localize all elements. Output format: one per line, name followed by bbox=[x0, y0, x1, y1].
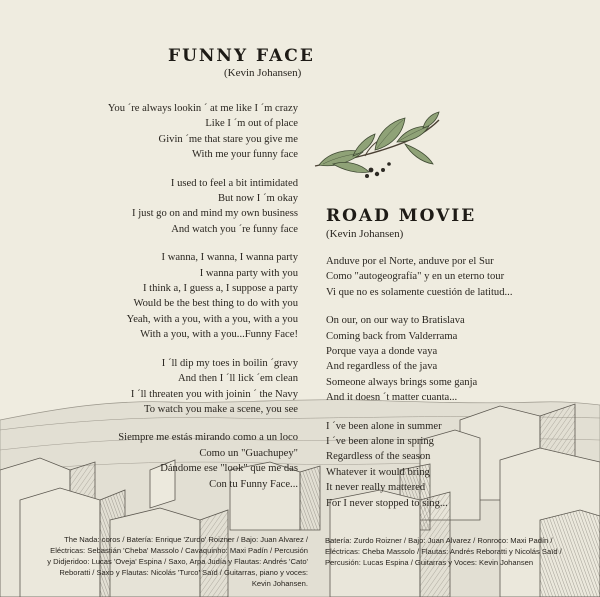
lyric-line: Would be the best thing to do with you bbox=[133, 298, 298, 310]
lyric-line: Como "autogeografía" y en un eterno tour bbox=[326, 271, 505, 283]
olive-branch-illustration bbox=[305, 108, 445, 188]
lyric-line: Siempre me estás mirando como a un loco bbox=[118, 432, 298, 444]
lyrics-funny-face bbox=[58, 101, 298, 492]
lyric-line: I ´ll dip my toes in boilin ´gravy bbox=[161, 357, 298, 369]
stanza bbox=[58, 356, 298, 418]
lyric-line: I ´ve been alone in spring bbox=[326, 436, 434, 448]
lyric-line: Coming back from Valderrama bbox=[326, 330, 458, 342]
lyric-line: I used to feel a bit intimidated bbox=[170, 177, 298, 189]
stanza bbox=[58, 101, 298, 163]
lyric-line: Con tu Funny Face... bbox=[209, 478, 298, 490]
lyric-line: Yeah, with a you, with a you, with a you bbox=[126, 313, 298, 325]
lyric-line: Como un "Guachupey" bbox=[199, 447, 298, 459]
credits-funny-face: The Nada: coros / Batería: Enrique 'Zurdo' Roizner / Bajo: Juan Alvarez / Eléctricas: Sebastián 'Cheba' Massolo / Cavaquinho: Maxi Padín / Percusión y Didjeridoo: Lucas 'Oveja' Espina / Saxo, Arpa Judía y Flautas: Andrés 'Cato' Reboratti / Saxo y Flautas: Nicolás 'Turco' Saïd / Guitarras, piano y voces: Kevin Johansen. bbox=[47, 535, 308, 588]
lyric-line: But now I ´m okay bbox=[217, 193, 298, 205]
lyric-line: I wanna, I wanna, I wanna party bbox=[161, 252, 298, 264]
lyric-line: Regardless of the season bbox=[326, 451, 431, 463]
stanza bbox=[326, 254, 576, 300]
lyric-line: Anduve por el Norte, anduve por el Sur bbox=[326, 256, 494, 267]
lyric-line: On our, on our way to Bratislava bbox=[326, 315, 465, 327]
credits-road-movie: Batería: Zurdo Roizner / Bajo: Juan Alvarez / Ronroco: Maxi Padín / Eléctricas: Cheba Massolo / Flautas: Andrés Reboratti y Nicolás Saïd / Percusión: Lucas Espina / Guitarras y Voces: Kevin Johansen bbox=[325, 536, 562, 567]
song-title-funny-face: FUNNY FACE bbox=[168, 46, 315, 66]
lyric-line: I ´ll threaten you with joinin ´ the Navy bbox=[130, 388, 298, 400]
lyric-line: To watch you make a scene, you see bbox=[144, 403, 298, 415]
lyric-line: I wanna party with you bbox=[199, 267, 298, 279]
lyric-line: Porque vaya a donde vaya bbox=[326, 346, 438, 358]
stanza bbox=[58, 176, 298, 238]
song-author-road-movie: (Kevin Johansen) bbox=[326, 228, 404, 240]
lyric-line: With me your funny face bbox=[191, 149, 298, 161]
lyric-line: Like I ´m out of place bbox=[205, 118, 298, 130]
lyric-line: For I never stopped to sing... bbox=[326, 497, 448, 509]
song-title-road-movie: ROAD MOVIE bbox=[326, 206, 477, 226]
song-author-funny-face: (Kevin Johansen) bbox=[224, 67, 302, 79]
lyric-line: You ´re always lookin ´ at me like I ´m crazy bbox=[107, 103, 298, 114]
lyric-line: And watch you ´re funny face bbox=[171, 223, 298, 235]
lyric-line: Whatever it would bring bbox=[326, 466, 430, 478]
lyric-line: It never really mattered bbox=[326, 482, 426, 494]
lyrics-road-movie bbox=[326, 254, 576, 511]
stanza bbox=[58, 430, 298, 492]
stanza bbox=[326, 419, 576, 511]
lyric-line: I just go on and mind my own business bbox=[132, 208, 298, 220]
lyric-line: With a you, with a you...Funny Face! bbox=[140, 329, 298, 341]
lyric-line: Givin ´me that stare you give me bbox=[158, 133, 298, 145]
lyric-line: I ´ve been alone in summer bbox=[326, 420, 442, 432]
lyric-line: Someone always brings some ganja bbox=[326, 376, 478, 388]
stanza bbox=[58, 250, 298, 342]
stanza bbox=[326, 313, 576, 405]
lyric-line: Dándome ese "look" que me das bbox=[160, 463, 298, 475]
lyric-line: Vi que no es solamente cuestión de latitud... bbox=[326, 286, 513, 298]
lyric-line: And regardless of the java bbox=[326, 361, 438, 373]
lyric-line: And then I ´ll lick ´em clean bbox=[177, 373, 298, 385]
lyric-line: And it doesn ´t matter cuanta... bbox=[326, 392, 458, 404]
lyric-line: I think a, I guess a, I suppose a party bbox=[142, 283, 298, 295]
